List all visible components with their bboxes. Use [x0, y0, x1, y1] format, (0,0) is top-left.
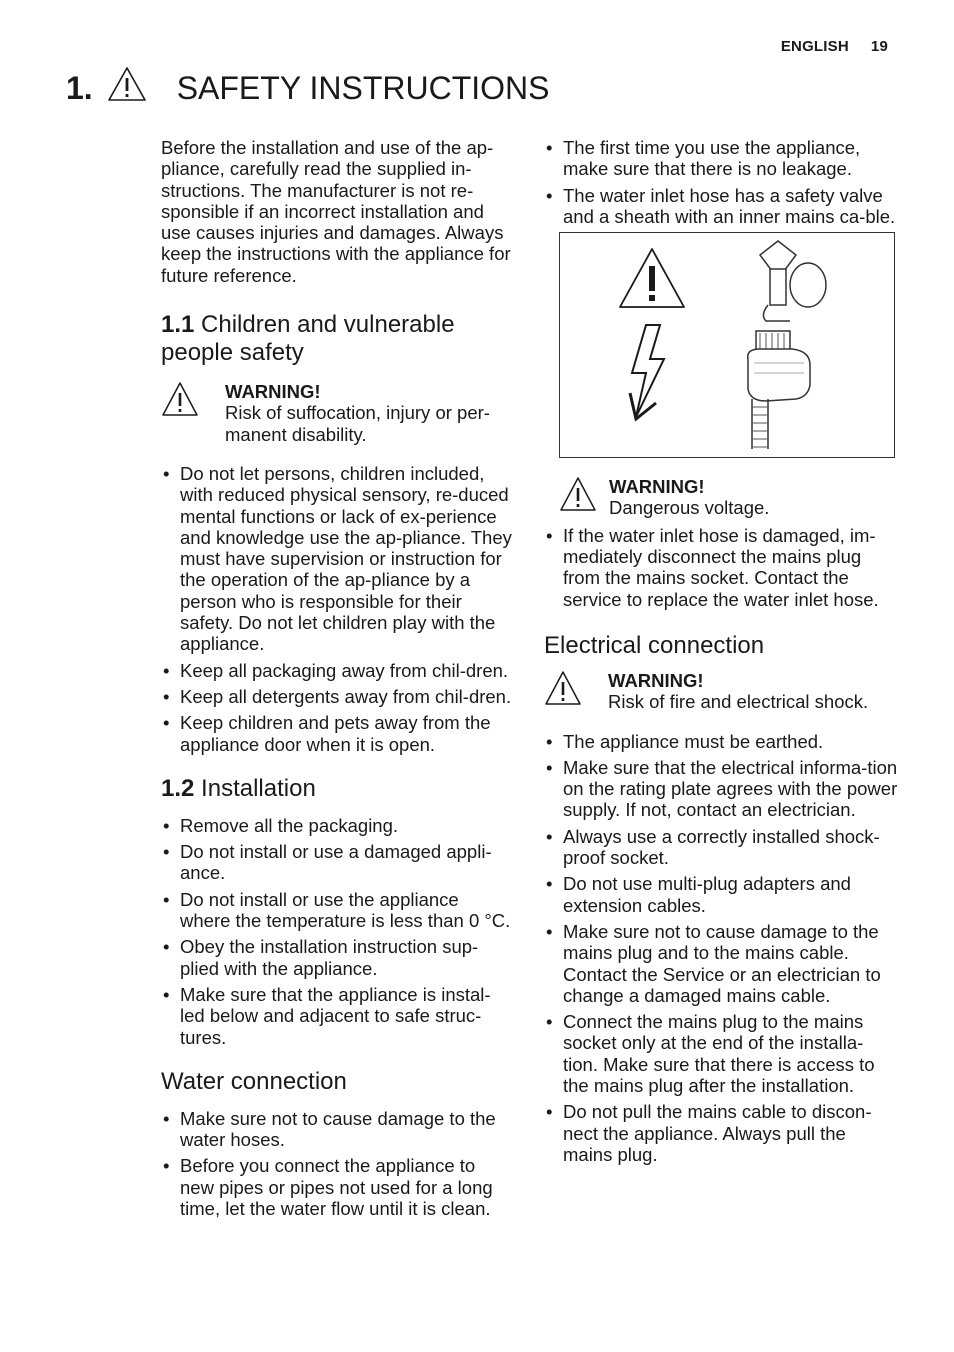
- list-item: • Before you connect the appliance to new pipes or pipes not used for a long time, let the water flow until it is clean.: [161, 1155, 513, 1219]
- list-item: • If the water inlet hose is damaged, im-mediately disconnect the mains plug from the mains socket. Contact the service to replace the water inlet hose.: [544, 525, 898, 610]
- electrical-connection-list: [544, 731, 898, 1166]
- water-connection-heading: Water connection: [161, 1067, 347, 1095]
- list-item: • Make sure that the electrical informa-tion on the rating plate agrees with the power supply. If not, contact an electrician.: [544, 757, 898, 821]
- list-item: • Keep children and pets away from the appliance door when it is open.: [161, 712, 513, 755]
- warning-triangle-icon: [559, 476, 609, 516]
- warning-block-voltage: [544, 476, 898, 519]
- list-item: • Do not install or use a damaged appli-ance.: [161, 841, 513, 884]
- warning-triangle-icon: [544, 670, 608, 710]
- water-connection-list: [161, 1108, 513, 1219]
- water-connection-list-continued: [544, 137, 898, 227]
- warning-block-children: [161, 381, 513, 445]
- warning-block-electrical: [544, 670, 898, 713]
- right-column: [544, 137, 898, 1170]
- water-inlet-hose-illustration: [559, 232, 895, 458]
- list-item: • Always use a correctly installed shock-proof socket.: [544, 826, 898, 869]
- list-item: • Do not let persons, children included, with reduced physical sensory, re-duced mental functions or lack of ex-perience and knowledge use the ap-pliance. They must have supervision or instruction for the operation of the ap-pliance by a person who is responsible for their safety. Do not let children play with the appliance.: [161, 463, 513, 655]
- water-hose-damage-list: [544, 525, 898, 610]
- chapter-number: 1.: [66, 69, 93, 106]
- list-item: • Do not install or use the appliance where the temperature is less than 0 °C.: [161, 889, 513, 932]
- list-item: • Do not use multi-plug adapters and extension cables.: [544, 873, 898, 916]
- left-column: [161, 137, 513, 1224]
- intro-paragraph: Before the installation and use of the ap-pliance, carefully read the supplied in-structions. The manufacturer is not re-sponsible if an incorrect installation and use causes injuries and damages. Always keep the instructions with the appliance for future reference.: [161, 137, 511, 286]
- warning-title: WARNING!: [609, 476, 705, 498]
- list-item: • Make sure that the appliance is instal-led below and adjacent to safe struc-tures.: [161, 984, 513, 1048]
- list-item: • Obey the installation instruction sup-plied with the appliance.: [161, 936, 513, 979]
- list-item: • Make sure not to cause damage to the water hoses.: [161, 1108, 513, 1151]
- list-item: • Make sure not to cause damage to the mains plug and to the mains cable. Contact the Service or an electrician to change a damaged mains cable.: [544, 921, 898, 1006]
- page-header: [759, 38, 888, 55]
- warning-text: Risk of fire and electrical shock.: [608, 691, 869, 713]
- list-item: • Connect the mains plug to the mains socket only at the end of the installa-tion. Make sure that there is access to the mains plug after the installation.: [544, 1011, 898, 1096]
- list-item: • The water inlet hose has a safety valve and a sheath with an inner mains ca-ble.: [544, 185, 898, 228]
- warning-text: Risk of suffocation, injury or per-manent disability.: [225, 402, 490, 445]
- warning-title: WARNING!: [225, 381, 321, 403]
- list-item: • The first time you use the appliance, make sure that there is no leakage.: [544, 137, 898, 180]
- list-item: • The appliance must be earthed.: [544, 731, 898, 752]
- language-label: ENGLISH: [780, 38, 849, 55]
- warning-text: Dangerous voltage.: [609, 497, 770, 519]
- installation-list: [161, 815, 513, 1048]
- section-1-2-heading: 1.2 Installation: [161, 774, 316, 802]
- list-item: • Keep all detergents away from chil-dren.: [161, 686, 513, 707]
- children-safety-list: [161, 463, 513, 755]
- page-title: [66, 66, 549, 110]
- page-number: 19: [870, 38, 888, 55]
- list-item: • Keep all packaging away from chil-dren.: [161, 660, 513, 681]
- warning-triangle-icon: [107, 66, 147, 110]
- warning-title: WARNING!: [608, 669, 704, 691]
- hose-safety-valve-drawing: [560, 233, 894, 457]
- section-1-1-heading: 1.1 Children and vulnerable people safety: [161, 311, 455, 367]
- chapter-title: SAFETY INSTRUCTIONS: [176, 69, 550, 106]
- list-item: • Remove all the packaging.: [161, 815, 513, 836]
- warning-triangle-icon: [161, 381, 225, 421]
- list-item: • Do not pull the mains cable to discon-nect the appliance. Always pull the mains plug.: [544, 1101, 898, 1165]
- electrical-connection-heading: Electrical connection: [544, 631, 765, 659]
